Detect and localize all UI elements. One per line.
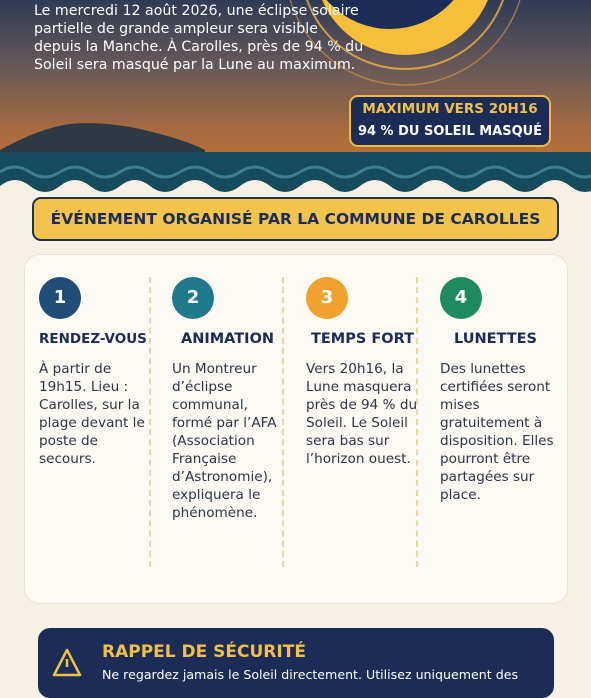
step-animation — [172, 277, 292, 522]
step-title: ANIMATION — [181, 331, 275, 347]
sea-waves — [0, 152, 591, 202]
step-title: RENDEZ-VOUS — [39, 331, 147, 347]
step-description: Vers 20h16, la Lune masquera près de 94 % du Soleil. Le Soleil sera bas sur l’horizon ouest. — [306, 361, 418, 467]
warning-icon — [52, 648, 82, 678]
maximum-time-label: MAXIMUM VERS 20H16 — [362, 101, 538, 117]
intro-text: Le mercredi 12 août 2026, une éclipse solaire partielle de grande ampleur sera visible depuis la Manche. À Carolles, près de 94 % du Soleil sera masqué par la Lune au maximum. — [34, 3, 364, 73]
step-title: LUNETTES — [454, 331, 537, 347]
step-description: À partir de 19h15. Lieu : Carolles, sur la plage devant le poste de secours. — [39, 361, 145, 467]
coverage-label: 94 % DU SOLEIL MASQUÉ — [357, 124, 543, 139]
step-number-badge: 2 — [172, 277, 214, 319]
step-description: Un Montreur d’éclipse communal, formé par l’AFA (Association Française d’Astronomie), expliquera le phénomène. — [172, 361, 277, 521]
step-title: TEMPS FORT — [311, 331, 414, 347]
maximum-info-box — [349, 95, 551, 147]
step-temps-fort — [306, 277, 426, 468]
safety-title: RAPPEL DE SÉCURITÉ — [102, 642, 306, 662]
step-number-badge: 1 — [39, 277, 81, 319]
safety-text: Ne regardez jamais le Soleil directement. Utilisez uniquement des — [102, 667, 519, 682]
steps-card — [24, 254, 568, 604]
step-number-badge: 3 — [306, 277, 348, 319]
step-lunettes — [440, 277, 560, 504]
organizer-banner: ÉVÉNEMENT ORGANISÉ PAR LA COMMUNE DE CAROLLES — [32, 197, 559, 241]
step-rendez-vous — [39, 277, 159, 468]
safety-reminder — [38, 628, 554, 698]
step-number-badge: 4 — [440, 277, 482, 319]
step-description: Des lunettes certifiées seront mises gratuitement à disposition. Elles pourront être partagées sur place. — [440, 361, 554, 503]
